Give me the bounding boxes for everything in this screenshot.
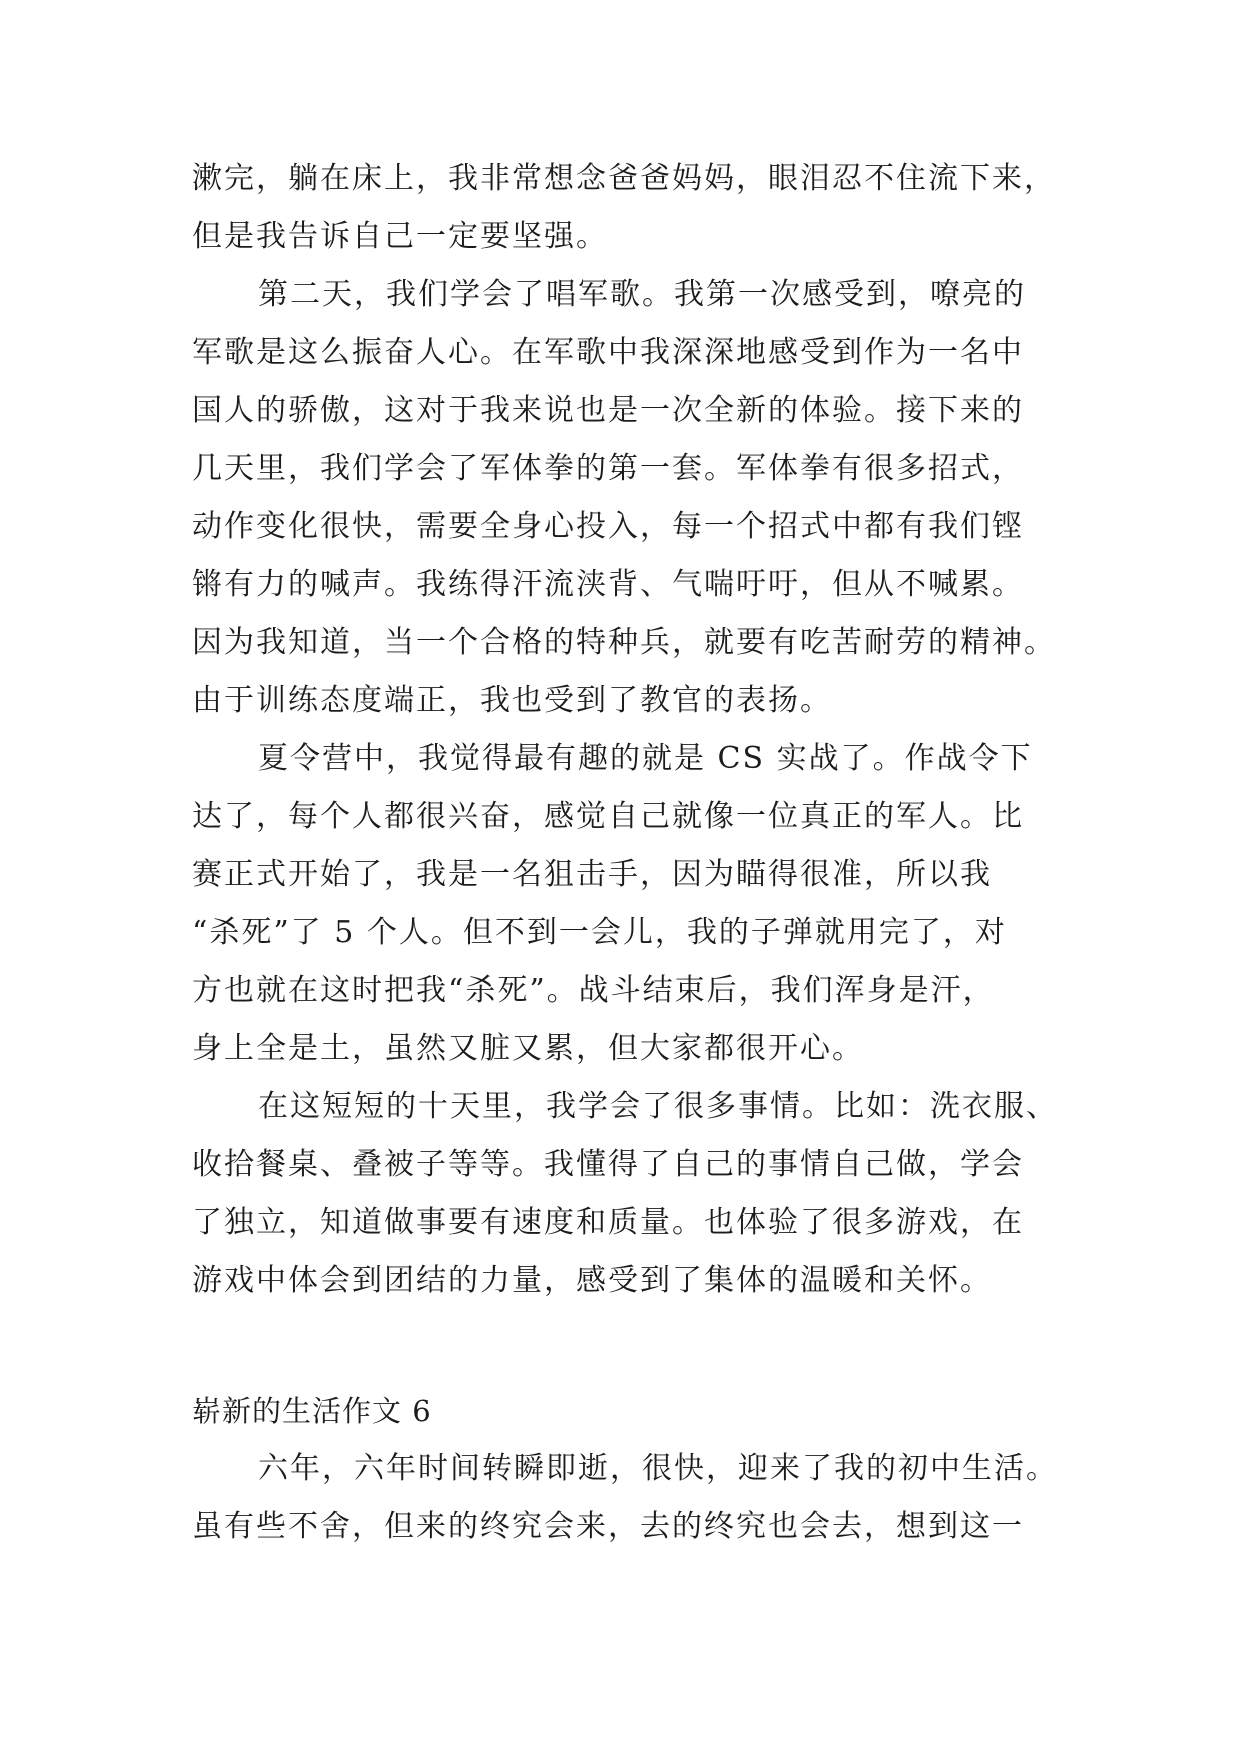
text-line: 由于训练态度端正，我也受到了教官的表扬。 xyxy=(192,683,832,718)
text-line: 国人的骄傲，这对于我来说也是一次全新的体验。接下来的 xyxy=(192,393,1024,428)
paragraph xyxy=(192,150,1072,266)
body-text-bottom xyxy=(192,1440,1072,1556)
body-text-top xyxy=(192,150,1072,1310)
paragraph xyxy=(192,1078,1072,1310)
text-line: 漱完，躺在床上，我非常想念爸爸妈妈，眼泪忍不住流下来， xyxy=(192,161,1056,196)
text-line: 方也就在这时把我“杀死”。战斗结束后，我们浑身是汗， xyxy=(192,973,995,1008)
paragraph xyxy=(192,730,1072,1078)
text-line: 虽有些不舍，但来的终究会来，去的终究也会去，想到这一 xyxy=(192,1509,1024,1544)
text-line: 赛正式开始了，我是一名狙击手，因为瞄得很准，所以我 xyxy=(192,857,992,892)
text-line: 六年，六年时间转瞬即逝，很快，迎来了我的初中生活。 xyxy=(258,1451,1058,1486)
text-line: 了独立，知道做事要有速度和质量。也体验了很多游戏，在 xyxy=(192,1205,1024,1240)
text-line: 但是我告诉自己一定要坚强。 xyxy=(192,219,608,254)
text-line: 第二天，我们学会了唱军歌。我第一次感受到，嘹亮的 xyxy=(258,277,1026,312)
text-line: 动作变化很快，需要全身心投入，每一个招式中都有我们铿 xyxy=(192,509,1024,544)
text-line: 收拾餐桌、叠被子等等。我懂得了自己的事情自己做，学会 xyxy=(192,1147,1024,1182)
text-line: 身上全是土，虽然又脏又累，但大家都很开心。 xyxy=(192,1031,864,1066)
text-line: 夏令营中，我觉得最有趣的就是 CS 实战了。作战令下 xyxy=(258,741,1033,776)
text-line: “杀死”了 5 个人。但不到一会儿，我的子弹就用完了，对 xyxy=(192,915,1007,950)
text-line: 锵有力的喊声。我练得汗流浃背、气喘吁吁，但从不喊累。 xyxy=(192,567,1024,602)
section-heading: 崭新的生活作文 6 xyxy=(192,1394,432,1428)
text-line: 在这短短的十天里，我学会了很多事情。比如：洗衣服、 xyxy=(258,1089,1058,1124)
paragraph xyxy=(192,266,1072,730)
text-line: 几天里，我们学会了军体拳的第一套。军体拳有很多招式， xyxy=(192,451,1024,486)
text-line: 游戏中体会到团结的力量，感受到了集体的温暖和关怀。 xyxy=(192,1263,992,1298)
text-line: 军歌是这么振奋人心。在军歌中我深深地感受到作为一名中 xyxy=(192,335,1024,370)
paragraph xyxy=(192,1440,1072,1556)
text-line: 达了，每个人都很兴奋，感觉自己就像一位真正的军人。比 xyxy=(192,799,1024,834)
text-line: 因为我知道，当一个合格的特种兵，就要有吃苦耐劳的精神。 xyxy=(192,625,1056,660)
